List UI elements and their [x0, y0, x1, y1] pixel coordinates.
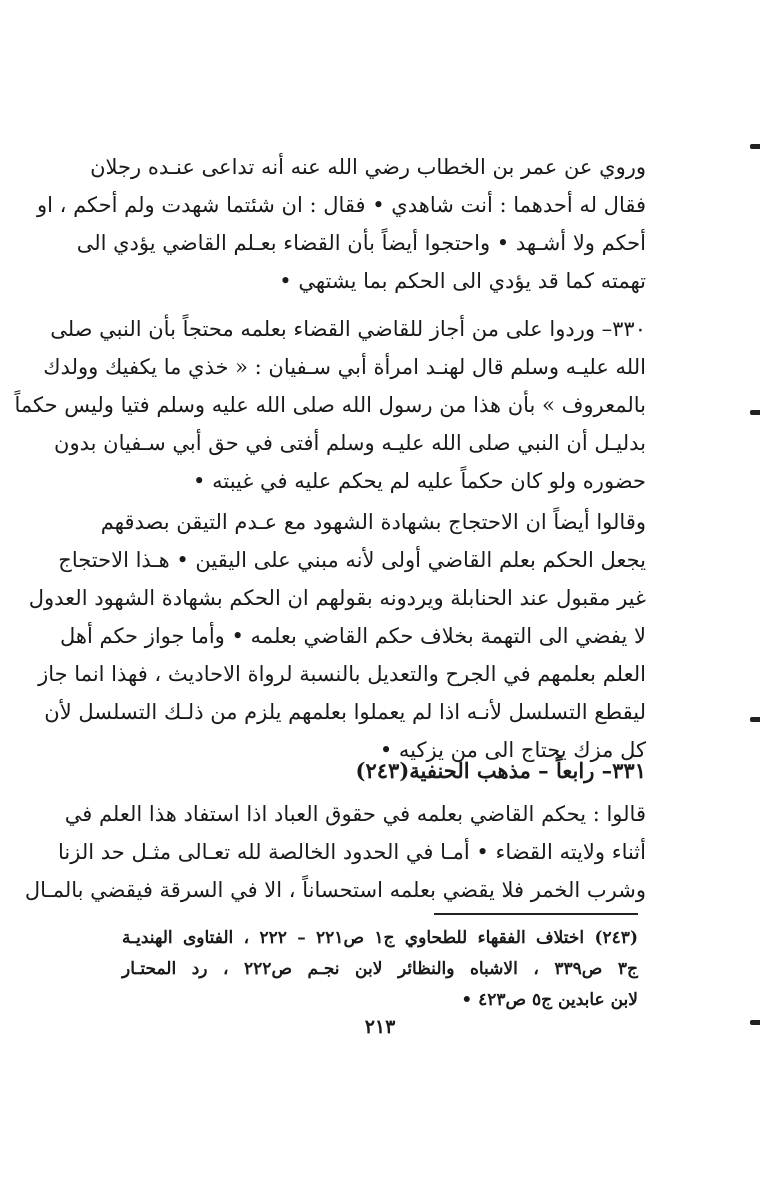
text-line: ليقطع التسلسل لأنـه اذا لم يعملوا بعلمهم يلزم من ذلـك التسلسل لأن [44, 700, 646, 724]
margin-mark [750, 717, 760, 722]
text-line: ٣٣٠– وردوا على من أجاز للقاضي القضاء بعلمه محتجاً بأن النبي صلى [50, 317, 646, 341]
text-line: غير مقبول عند الحنابلة ويردونه بقولهم ان الحكم بشهادة الشهود العدول [28, 586, 646, 610]
footnote-divider [434, 913, 638, 915]
section-heading: ٣٣١– رابعاً – مذهب الحنفية(٢٤٣) [355, 758, 646, 783]
text-line: يجعل الحكم بعلم القاضي أولى لأنه مبني على اليقين • هـذا الاحتجاج [58, 548, 646, 572]
text-line: العلم بعلمهم في الجرح والتعديل بالنسبة لرواة الاحاديث ، فهذا انما جاز [38, 662, 646, 686]
text-line: وروي عن عمر بن الخطاب رضي الله عنه أنه تداعى عنـده رجلان [90, 155, 646, 179]
text-line: بالمعروف » بأن هذا من رسول الله صلى الله عليه وسلم فتيا وليس حكماً [14, 393, 646, 417]
margin-mark [750, 410, 760, 415]
paragraph-1 [36, 148, 646, 300]
text-line: وقالوا أيضاً ان الاحتجاج بشهادة الشهود مع عـدم التيقن بصدقهم [100, 510, 646, 534]
text-line: وشرب الخمر فلا يقضي بعلمه استحساناً ، الا في السرقة فيقضي بالمـال [24, 878, 646, 902]
text-line: فقال له أحدهما : أنت شاهدي • فقال : ان شئتما شهدت ولم أحكم ، او [36, 193, 646, 217]
page-number: ٢١٣ [364, 1016, 396, 1038]
text-line: بدليـل أن النبي صلى الله عليـه وسلم أفتى في حق أبي سـفيان بدون [54, 431, 646, 455]
text-line: تهمته كما قد يؤدي الى الحكم بما يشتهي • [279, 269, 646, 293]
footnote-line: ج٣ ص٣٣٩ ، الاشباه والنظائر لابن نجـم ص٢٢٢ ، رد المحتـار [122, 959, 638, 979]
paragraph-4 [24, 795, 646, 909]
margin-mark [750, 144, 760, 149]
text-line: حضوره ولو كان حكماً عليه لم يحكم عليه في غيبته • [193, 469, 646, 493]
text-line: كل مزك يحتاج الى من يزكيه • [379, 738, 646, 762]
footnote-line: لابن عابدين ج٥ ص٤٢٣ • [461, 990, 638, 1010]
text-line: أثناء ولايته القضاء • أمـا في الحدود الخالصة لله تعـالى مثـل حد الزنا [58, 840, 646, 864]
footnote-line: (٢٤٣) اختلاف الفقهاء للطحاوي ج١ ص٢٢١ – ٢٢٢ ، الفتاوى الهنديـة [122, 928, 638, 948]
text-line: لا يفضي الى التهمة بخلاف حكم القاضي بعلمه • وأما جواز حكم أهل [59, 624, 646, 648]
text-line: الله عليـه وسلم قال لهنـد امرأة أبي سـفيان : « خذي ما يكفيك وولدك [43, 355, 646, 379]
paragraph-3 [28, 503, 646, 769]
text-line: قالوا : يحكم القاضي بعلمه في حقوق العباد اذا استفاد هذا العلم في [64, 802, 646, 826]
margin-mark [750, 1020, 760, 1025]
footnote [122, 923, 638, 1016]
text-line: أحكم ولا أشـهد • واحتجوا أيضاً بأن القضاء بعـلم القاضي يؤدي الى [76, 231, 646, 255]
paragraph-2 [14, 310, 646, 500]
